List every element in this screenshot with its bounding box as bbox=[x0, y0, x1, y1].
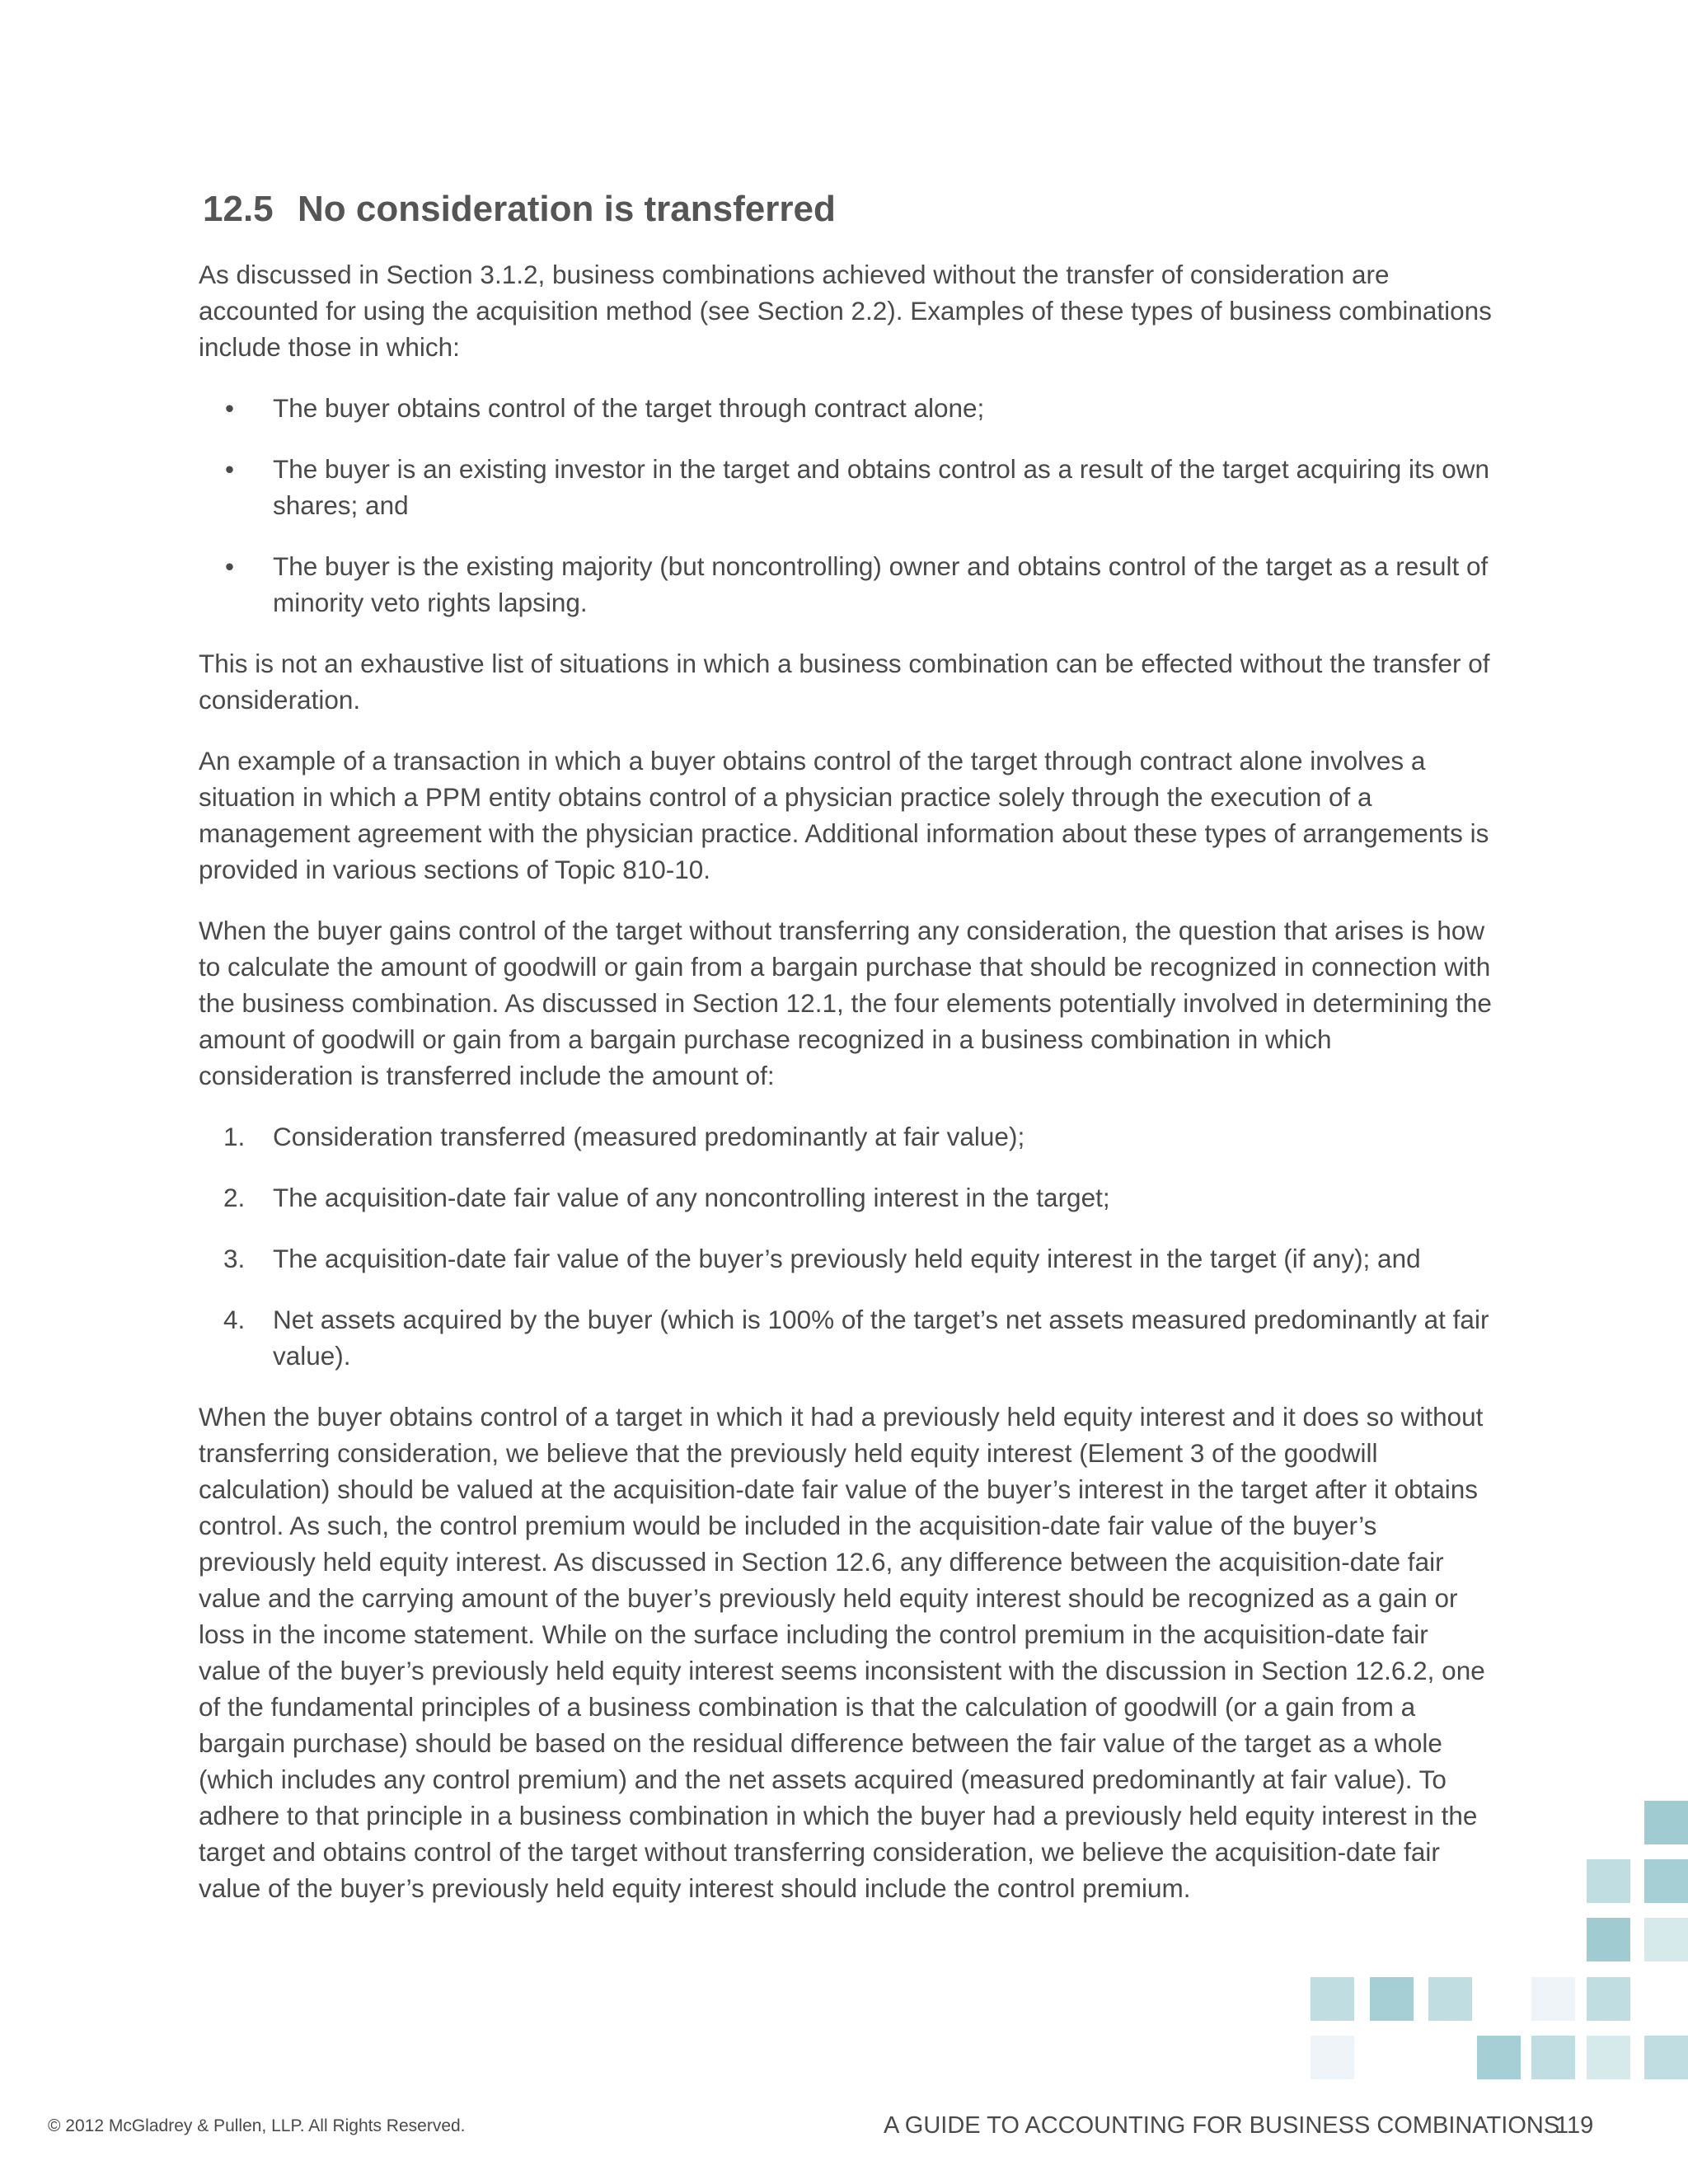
numbered-list bbox=[199, 1118, 1493, 1374]
decor-square bbox=[1587, 1977, 1630, 2021]
body-paragraph: When the buyer gains control of the target without transferring any consideration, the question that arises is how to calculate the amount of goodwill or gain from a bargain purchase that should be recognized in connection with the business combination. As discussed in Section 12.1, the four elements potentially involved in determining the amount of goodwill or gain from a bargain purchase recognized in a business combination in which consideration is transferred include the amount of: bbox=[199, 915, 1492, 1090]
section-heading bbox=[203, 188, 1493, 232]
list-item bbox=[199, 1179, 1493, 1216]
list-item-text: The buyer obtains control of the target through contract alone; bbox=[273, 392, 985, 423]
decor-square bbox=[1428, 1977, 1472, 2021]
number-marker: 2. bbox=[223, 1182, 246, 1212]
number-marker: 3. bbox=[223, 1243, 246, 1273]
body-paragraph: This is not an exhaustive list of situations in which a business combination can be effected without the transfer of consideration. bbox=[199, 648, 1490, 715]
list-item bbox=[199, 451, 1493, 523]
decor-square bbox=[1531, 1977, 1575, 2021]
decor-square bbox=[1644, 1801, 1688, 1844]
list-item bbox=[199, 390, 1493, 426]
body-paragraph: An example of a transaction in which a buyer obtains control of the target through contract alone involves a situation in which a PPM entity obtains control of a physician practice solely through the execution of a management agreement with the physician practice. Additional information about these types of arrangements is provided in various sections of Topic 810-10. bbox=[199, 745, 1489, 884]
bullet-marker: • bbox=[225, 453, 235, 484]
decor-square bbox=[1531, 2036, 1575, 2079]
footer-title: A GUIDE TO ACCOUNTING FOR BUSINESS COMBINATIONS bbox=[884, 2112, 1560, 2139]
decor-square bbox=[1644, 1859, 1688, 1903]
decor-square bbox=[1477, 2036, 1521, 2079]
section-number: 12.5 bbox=[203, 189, 274, 229]
body-paragraph: When the buyer obtains control of a target in which it had a previously held equity interest and it does so without transferring consideration, we believe that the previously held equity interest (Element 3 of the goodwill calculation) should be valued at the acquisition-date fair value of the buyer’s interest in the target after it obtains control. As such, the control premium would be included in the acquisition-date fair value of the buyer’s previously held equity interest. As discussed in Section 12.6, any difference between the acquisition-date fair value and the carrying amount of the buyer’s previously held equity interest should be recognized as a gain or loss in the income statement. While on the surface including the control premium in the acquisition-date fair value of the buyer’s previously held equity interest seems inconsistent with the discussion in Section 12.6.2, one of the fundamental principles of a business combination is that the calculation of goodwill (or a gain from a bargain purchase) should be based on the residual difference between the fair value of the target as a whole (which includes any control premium) and the net assets acquired (measured predominantly at fair value). To adhere to that principle in a business combination in which the buyer had a previously held equity interest in the target and obtains control of the target without transferring consideration, we believe the acquisition-date fair value of the buyer’s previously held equity interest should include the control premium. bbox=[199, 1401, 1485, 1903]
decor-square bbox=[1370, 1977, 1414, 2021]
bullet-list bbox=[199, 390, 1493, 621]
page-content bbox=[199, 188, 1493, 1931]
list-item bbox=[199, 548, 1493, 621]
list-item-text: The buyer is the existing majority (but noncontrolling) owner and obtains control of the target as a result of minority veto rights lapsing. bbox=[273, 551, 1489, 617]
list-item-text: Consideration transferred (measured predominantly at fair value); bbox=[273, 1121, 1025, 1151]
number-marker: 4. bbox=[223, 1304, 246, 1334]
list-item-text: The buyer is an existing investor in the target and obtains control as a result of the target acquiring its own shares; and bbox=[273, 453, 1490, 520]
footer-copyright: © 2012 McGladrey & Pullen, LLP. All Rights Reserved. bbox=[48, 2116, 466, 2135]
list-item-text: The acquisition-date fair value of any noncontrolling interest in the target; bbox=[273, 1182, 1110, 1212]
page-number: 119 bbox=[1555, 2112, 1594, 2139]
intro-paragraph: As discussed in Section 3.1.2, business combinations achieved without the transfer of consideration are accounted for using the acquisition method (see Section 2.2). Examples of these types of business combinations include those in which: bbox=[199, 259, 1492, 362]
decor-square bbox=[1644, 2036, 1688, 2079]
decor-square bbox=[1587, 1859, 1630, 1903]
list-item bbox=[199, 1118, 1493, 1155]
list-item bbox=[199, 1240, 1493, 1277]
bullet-marker: • bbox=[225, 392, 235, 423]
number-marker: 1. bbox=[223, 1121, 246, 1151]
bullet-marker: • bbox=[225, 551, 235, 581]
decor-square bbox=[1311, 1977, 1354, 2021]
list-item bbox=[199, 1301, 1493, 1374]
section-title: No consideration is transferred bbox=[298, 189, 836, 229]
list-item-text: Net assets acquired by the buyer (which is 100% of the target’s net assets measured predominantly at fair value). bbox=[273, 1304, 1489, 1371]
list-item-text: The acquisition-date fair value of the buyer’s previously held equity interest in the target (if any); and bbox=[273, 1243, 1421, 1273]
decor-square bbox=[1587, 1918, 1630, 1961]
decor-square bbox=[1644, 1918, 1688, 1961]
decor-square bbox=[1311, 2036, 1354, 2079]
decor-square bbox=[1587, 2036, 1630, 2079]
